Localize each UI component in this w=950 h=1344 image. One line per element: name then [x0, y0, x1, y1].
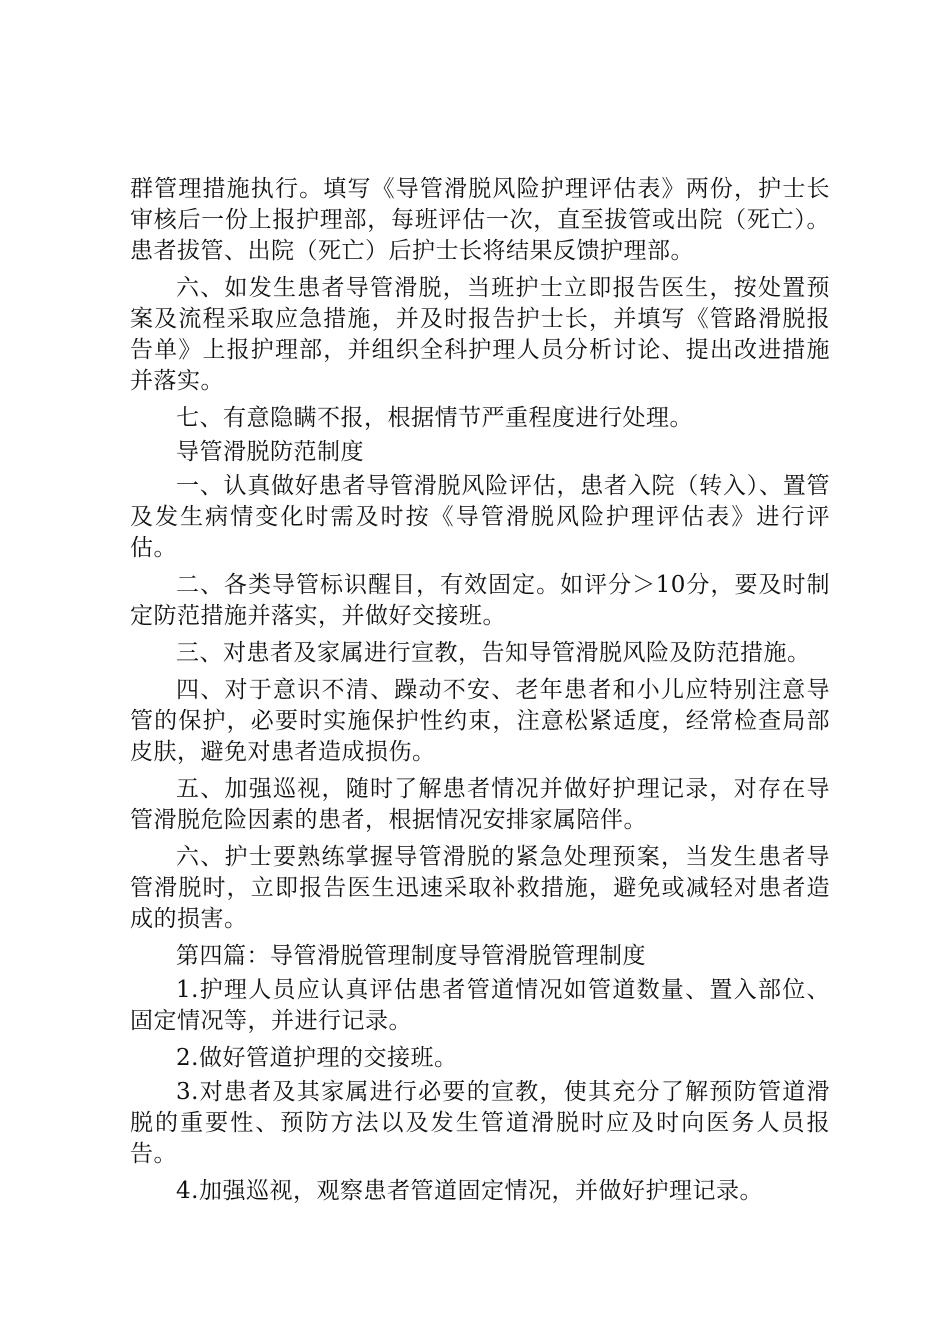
paragraph-prevention-1: 一、认真做好患者导管滑脱风险评估，患者入院（转入）、置管及发生病情变化时需及时按《导管滑脱风险护理评估表》进行评估。	[130, 473, 830, 561]
paragraph-prevention-4: 四、对于意识不清、躁动不安、老年患者和小儿应特别注意导管的保护，必要时实施保护性约束，注意松紧适度，经常检查局部皮肤，避免对患者造成损伤。	[130, 677, 830, 765]
paragraph-management-3: 3.对患者及其家属进行必要的宣教，使其充分了解预防管道滑脱的重要性、预防方法以及发生管道滑脱时应及时向医务人员报告。	[130, 1079, 830, 1167]
paragraph-management-1: 1.护理人员应认真评估患者管道情况如管道数量、置入部位、固定情况等，并进行记录。	[130, 977, 830, 1034]
paragraph-prevention-6: 六、护士要熟练掌握导管滑脱的紧急处理预案，当发生患者导管滑脱时，立即报告医生迅速采取补救措施，避免或减轻对患者造成的损害。	[130, 844, 830, 932]
paragraph-continuation: 群管理措施执行。填写《导管滑脱风险护理评估表》两份，护士长审核后一份上报护理部，每班评估一次，直至拔管或出院（死亡）。患者拔管、出院（死亡）后护士长将结果反馈护理部。	[130, 176, 830, 264]
paragraph-prevention-5: 五、加强巡视，随时了解患者情况并做好护理记录，对存在导管滑脱危险因素的患者，根据情况安排家属陪伴。	[130, 776, 830, 833]
paragraph-prevention-3: 三、对患者及家属进行宣教，告知导管滑脱风险及防范措施。	[176, 640, 811, 666]
paragraph-management-2: 2.做好管道护理的交接班。	[176, 1045, 458, 1071]
document-page	[130, 174, 830, 1213]
section-heading-prevention: 导管滑脱防范制度	[176, 439, 364, 465]
paragraph-management-4: 4.加强巡视，观察患者管道固定情况，并做好护理记录。	[176, 1178, 763, 1204]
paragraph-prevention-2: 二、各类导管标识醒目，有效固定。如评分＞10分，要及时制定防范措施并落实，并做好交接班。	[130, 572, 830, 629]
paragraph-item-7: 七、有意隐瞒不报，根据情节严重程度进行处理。	[176, 405, 693, 431]
paragraph-item-6-report: 六、如发生患者导管滑脱，当班护士立即报告医生，按处置预案及流程采取应急措施，并及时报告护士长，并填写《管路滑脱报告单》上报护理部，并组织全科护理人员分析讨论、提出改进措施并落实。	[130, 275, 830, 394]
section-heading-part-four: 第四篇：导管滑脱管理制度导管滑脱管理制度	[176, 943, 646, 969]
